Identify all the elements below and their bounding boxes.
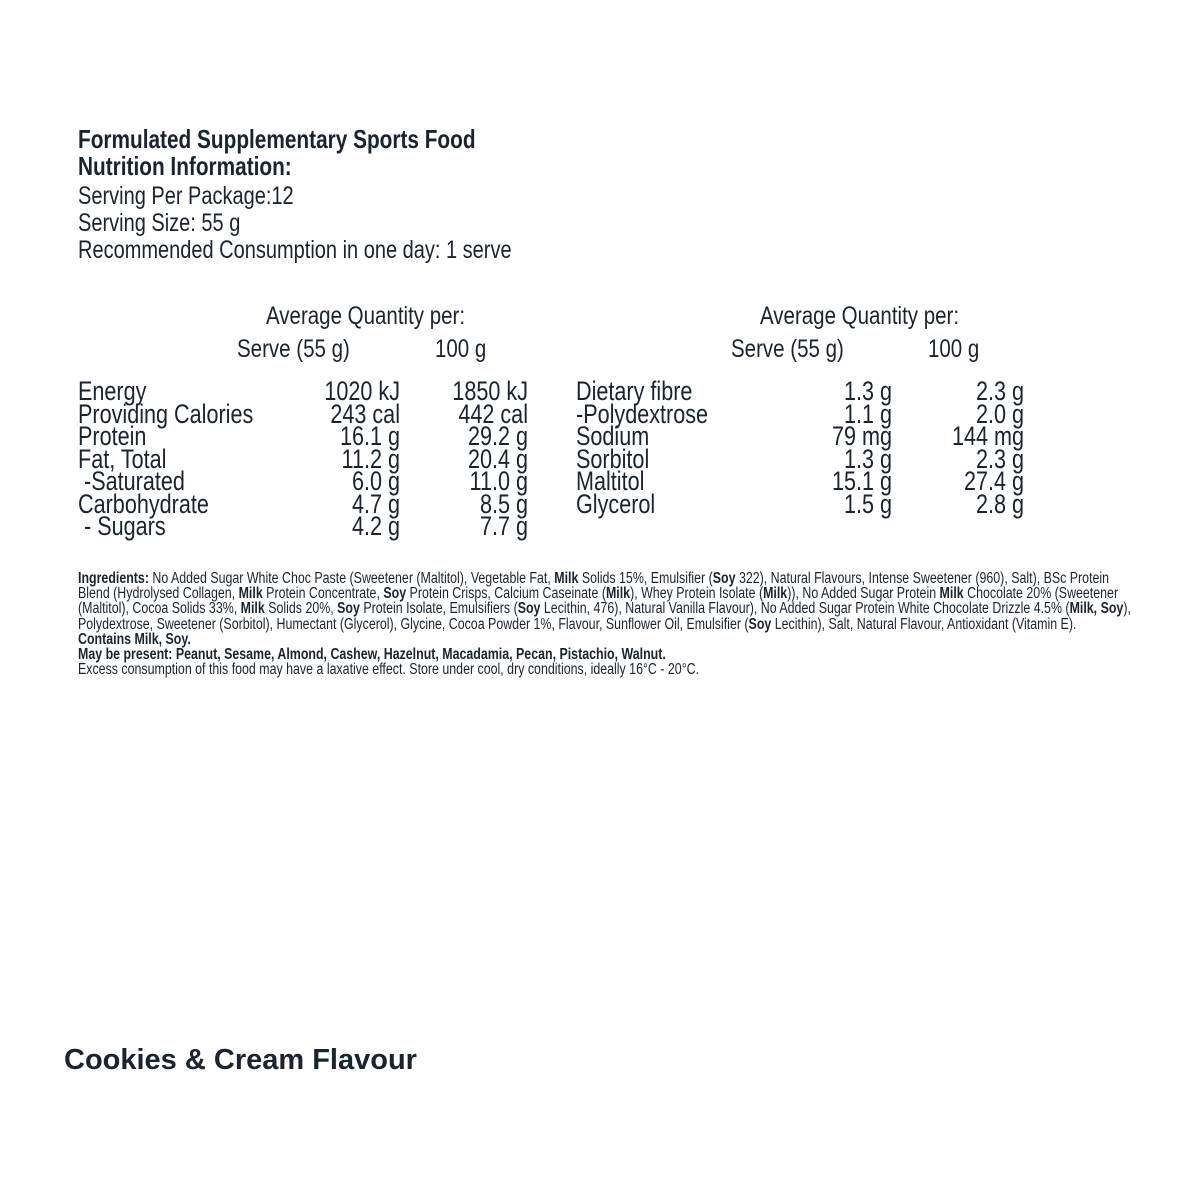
serve-value: 1.3 g <box>843 443 892 474</box>
allergen-text: Soy <box>748 615 772 633</box>
recommended-consumption: Recommended Consumption in one day: 1 serve <box>78 236 512 264</box>
nutrient-label: Energy <box>78 376 147 406</box>
ingredient-text: ), Whey Protein Isolate ( <box>630 585 764 603</box>
warning-text: Excess consumption of this food may have a laxative effect. Store under cool, dry conditions, ideally 16°C - 20°C. <box>78 661 700 679</box>
flavour-title: Cookies & Cream Flavour <box>64 1044 417 1076</box>
serve-value: 79 mg <box>831 421 892 451</box>
may-contain-line <box>78 647 1142 662</box>
nutrient-label: Carbohydrate <box>78 488 209 519</box>
nutrient-label: Glycerol <box>576 488 656 519</box>
nutrient-label: Protein <box>78 421 147 451</box>
nutrient-label: Providing Calories <box>78 398 254 429</box>
ingredient-text: Lecithin), Salt, Natural Flavour, Antioxidant (Vitamin E). <box>771 615 1077 633</box>
allergen-text: Soy <box>517 600 541 618</box>
ingredient-text: Protein Concentrate, <box>262 585 384 603</box>
serve-value: 6.0 g <box>351 466 400 496</box>
per100-value: 144 mg <box>951 421 1024 451</box>
nutrition-info-title: Nutrition Information: <box>78 151 292 181</box>
serve-value: 11.2 g <box>341 443 400 474</box>
right-avg-quantity-header: Average Quantity per: <box>760 302 960 330</box>
allergen-text: Milk <box>554 570 579 587</box>
ingredients-paragraph <box>78 571 1142 632</box>
left-per100-values <box>328 376 528 541</box>
ingredients-heading: Ingredients: <box>78 570 149 587</box>
serve-value: 4.2 g <box>351 511 400 541</box>
per100-value: 11.0 g <box>469 466 528 496</box>
right-per100-header: 100 g <box>928 335 980 363</box>
left-serve-header: Serve (55 g) <box>237 335 350 363</box>
right-per100-values <box>824 376 1024 519</box>
ingredient-text: Solids 20%, <box>264 600 338 618</box>
ingredient-text: Protein Isolate, Emulsifiers ( <box>359 600 518 618</box>
allergen-text: Milk <box>240 600 265 618</box>
per100-value: 2.8 g <box>975 488 1024 519</box>
per100-value: 2.3 g <box>975 376 1024 406</box>
serve-value: 16.1 g <box>339 421 400 451</box>
servings-per-package: Serving Per Package:12 <box>78 182 294 210</box>
per100-value: 2.0 g <box>975 398 1024 429</box>
allergen-text: Soy <box>383 585 407 603</box>
ingredient-text: Protein Crisps, Calcium Caseinate ( <box>406 585 606 603</box>
per100-value: 7.7 g <box>479 511 528 541</box>
ingredient-text: ), Polydextrose, Sweetener (Sorbitol), Humectant (Glycerol), Glycine, Cocoa Powder 1%, Flavour, Sunflower Oil, Emulsifier ( <box>78 600 1131 633</box>
per100-value: 1850 kJ <box>452 376 528 406</box>
product-header <box>78 126 620 264</box>
nutrient-label: Maltitol <box>576 466 645 496</box>
nutrient-label: - Sugars <box>78 511 166 541</box>
serve-value: 1.1 g <box>843 398 892 429</box>
serve-value: 1020 kJ <box>324 376 400 406</box>
per100-value: 442 cal <box>458 398 528 429</box>
right-serve-header: Serve (55 g) <box>731 335 844 363</box>
serve-value: 243 cal <box>330 398 400 429</box>
allergen-text: Milk <box>763 585 788 603</box>
ingredient-text: No Added Sugar White Choc Paste (Sweetener (Maltitol), Vegetable Fat, <box>148 570 555 587</box>
serve-value: 15.1 g <box>831 466 892 496</box>
ingredient-text: Lecithin, 476), Natural Vanilla Flavour), No Added Sugar Protein White Chocolate Drizzle 4.5% ( <box>540 600 1070 618</box>
nutrient-label: Sodium <box>576 421 650 451</box>
serving-size: Serving Size: 55 g <box>78 209 241 237</box>
allergen-text: Milk, Soy <box>1069 600 1124 618</box>
allergen-text: Soy <box>337 600 360 618</box>
nutrient-label: Fat, Total <box>78 443 167 474</box>
allergen-text: Milk <box>939 585 964 603</box>
ingredient-text: Solids 15%, Emulsifier ( <box>578 570 713 587</box>
serve-value: 4.7 g <box>351 488 400 519</box>
allergen-text: Milk <box>605 585 631 603</box>
per100-value: 8.5 g <box>479 488 528 519</box>
per100-value: 27.4 g <box>963 466 1024 496</box>
ingredients-text <box>78 570 1131 633</box>
per100-value: 29.2 g <box>467 421 528 451</box>
may-contain-label: May be present: <box>78 646 173 664</box>
ingredient-text: )), No Added Sugar Protein <box>787 585 940 603</box>
contains-line <box>78 632 1142 647</box>
left-per100-header: 100 g <box>435 335 487 363</box>
allergen-text: Milk <box>238 585 263 603</box>
serve-value: 1.3 g <box>843 376 892 406</box>
serve-value: 1.5 g <box>843 488 892 519</box>
may-contain-text: Peanut, Sesame, Almond, Cashew, Hazelnut, Macadamia, Pecan, Pistachio, Walnut. <box>172 646 666 664</box>
ingredients-block <box>78 571 1142 677</box>
nutrient-label: Sorbitol <box>576 443 650 474</box>
nutrient-label: -Polydextrose <box>576 398 709 429</box>
ingredient-text: 322), Natural Flavours, Intense Sweetener (960), Salt), BSc Protein Blend (Hydrolysed Collagen, <box>78 570 1110 603</box>
nutrient-label: -Saturated <box>78 466 185 496</box>
left-avg-quantity-header: Average Quantity per: <box>266 302 466 330</box>
allergen-text: Soy <box>712 570 736 587</box>
per100-value: 20.4 g <box>467 443 528 474</box>
contains-text: Contains Milk, Soy. <box>78 630 191 648</box>
nutrient-label: Dietary fibre <box>576 376 693 406</box>
per100-value: 2.3 g <box>975 443 1024 474</box>
product-title: Formulated Supplementary Sports Food <box>78 124 476 154</box>
ingredient-text: Chocolate 20% (Sweetener (Maltitol), Cocoa Solids 33%, <box>78 585 1119 618</box>
